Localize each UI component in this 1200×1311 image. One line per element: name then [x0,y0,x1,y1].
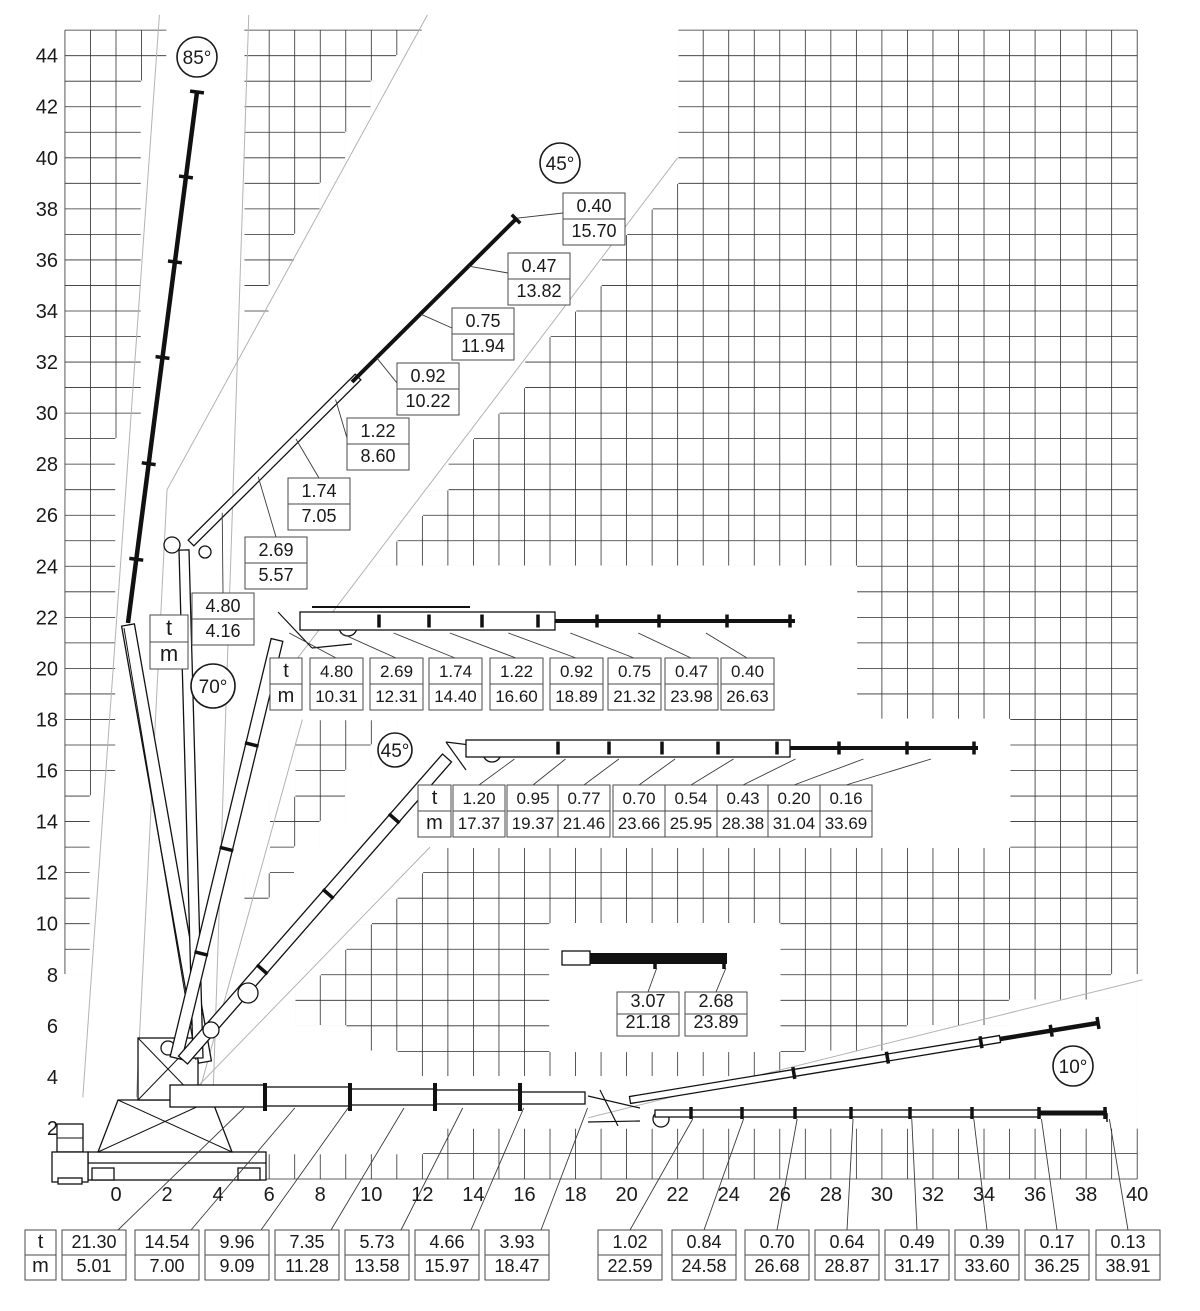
outreach-metres-value: 33.60 [964,1256,1010,1276]
y-axis-tick-label: 14 [35,811,58,834]
outreach-metres-value: 19.37 [511,814,555,833]
load-tonnes-value: 0.49 [899,1232,935,1252]
load-tonnes-value: 0.39 [969,1232,1005,1252]
load-tonnes-value: 0.77 [567,789,601,808]
outreach-metres-value: 33.69 [824,814,868,833]
outreach-metres-value: 18.89 [555,687,598,706]
x-axis-tick-label: 10 [360,1184,383,1206]
load-tonnes-value: 0.70 [759,1232,795,1252]
load-tonnes-value: 0.54 [674,789,708,808]
load-tonnes-value: 4.80 [319,662,354,681]
boom-section [466,740,790,757]
load-tonnes-value: 1.22 [360,421,396,441]
angle-badge-label: 10° [1058,1057,1088,1078]
y-axis-tick-label: 16 [35,760,58,783]
unit-m-label: m [426,812,443,834]
x-axis-tick-label: 28 [819,1184,842,1206]
outreach-metres-value: 13.58 [354,1256,400,1276]
boom-section [520,1092,585,1104]
knuckle-cylinder [203,1022,219,1038]
load-tonnes-value: 5.73 [359,1232,395,1252]
outreach-metres-value: 22.59 [607,1256,653,1276]
outreach-metres-value: 11.94 [461,336,505,356]
outreach-metres-value: 23.66 [617,814,661,833]
load-tonnes-value: 0.75 [617,662,652,681]
x-axis-tick-label: 18 [564,1184,587,1206]
x-axis-tick-label: 32 [921,1184,945,1206]
y-axis-tick-label: 38 [35,198,58,221]
outreach-metres-value: 36.25 [1034,1256,1080,1276]
outreach-metres-value: 26.68 [754,1256,800,1276]
x-axis-tick-label: 8 [314,1184,326,1206]
outreach-metres-value: 21.32 [613,687,656,706]
y-axis-tick-label: 4 [46,1066,58,1089]
y-axis-tick-label: 28 [35,454,58,477]
y-axis-tick-label: 6 [46,1015,58,1038]
unit-m-label: m [159,641,179,666]
load-tonnes-value: 1.02 [612,1232,648,1252]
boom-section [170,1085,265,1107]
load-tonnes-value: 21.30 [71,1232,117,1252]
y-axis-tick-label: 26 [35,505,58,528]
boom-section [92,1168,114,1180]
y-axis-tick-label: 2 [46,1117,58,1140]
unit-t-label: t [37,1231,44,1253]
load-tonnes-value: 14.54 [144,1232,190,1252]
load-tonnes-value: 9.96 [219,1232,255,1252]
outreach-metres-value: 24.58 [681,1256,727,1276]
load-tonnes-value: 0.75 [465,311,501,331]
angle-badge-label: 85° [182,48,212,69]
outreach-metres-value: 7.05 [301,506,337,526]
knuckle-cylinder [199,546,211,558]
x-axis-tick-label: 20 [615,1184,638,1206]
outreach-metres-value: 9.09 [219,1256,255,1276]
y-axis-tick-label: 24 [35,556,58,579]
load-tonnes-value: 3.07 [630,991,666,1011]
outreach-metres-value: 15.97 [424,1256,470,1276]
y-axis-tick-label: 12 [35,862,58,885]
boom-section [562,951,590,965]
boom-section [350,1089,435,1105]
unit-t-label: t [431,787,438,809]
x-axis-tick-label: 0 [110,1184,122,1206]
outreach-metres-value: 25.95 [669,814,713,833]
x-axis-tick-label: 12 [411,1184,434,1206]
outreach-metres-value: 28.38 [721,814,765,833]
x-axis-tick-label: 26 [768,1184,791,1206]
load-tonnes-value: 0.43 [726,789,760,808]
x-axis-tick-label: 36 [1023,1184,1047,1206]
outreach-metres-value: 10.31 [315,687,358,706]
boom-section [265,1087,350,1106]
y-axis-tick-label: 40 [35,147,58,170]
outreach-metres-value: 5.01 [76,1256,112,1276]
outreach-metres-value: 18.47 [494,1256,540,1276]
x-axis-tick-label: 30 [870,1184,894,1206]
outreach-metres-value: 8.60 [360,446,396,466]
outreach-metres-value: 28.87 [824,1256,870,1276]
outreach-metres-value: 5.57 [258,565,294,585]
y-axis-tick-label: 30 [35,403,58,426]
load-tonnes-value: 0.95 [516,789,550,808]
outreach-metres-value: 14.40 [434,687,477,706]
load-tonnes-value: 3.93 [499,1232,535,1252]
load-tonnes-value: 0.92 [559,662,594,681]
x-axis-tick-label: 2 [161,1184,173,1206]
outreach-metres-value: 4.16 [205,621,241,641]
load-tonnes-value: 2.69 [379,662,414,681]
y-axis-tick-label: 44 [35,45,58,68]
load-tonnes-value: 0.47 [521,256,557,276]
load-tonnes-value: 0.40 [730,662,765,681]
boom-section [435,1090,520,1104]
outreach-metres-value: 31.17 [894,1256,940,1276]
y-axis-tick-label: 32 [35,352,58,375]
x-axis-tick-label: 4 [212,1184,224,1206]
y-axis-tick-label: 34 [35,300,58,323]
x-axis-tick-label: 24 [717,1184,740,1206]
load-tonnes-value: 0.16 [829,789,863,808]
load-tonnes-value: 4.66 [429,1232,465,1252]
y-axis-tick-label: 8 [46,964,58,987]
outreach-metres-value: 31.04 [772,814,816,833]
outreach-metres-value: 21.46 [562,814,606,833]
outreach-metres-value: 21.18 [625,1012,671,1032]
x-axis-tick-label: 38 [1075,1184,1098,1206]
outreach-metres-value: 12.31 [375,687,418,706]
load-tonnes-value: 0.17 [1039,1232,1075,1252]
load-tonnes-value: 0.70 [622,789,656,808]
load-tonnes-value: 0.84 [686,1232,722,1252]
y-axis-tick-label: 20 [35,658,58,681]
outreach-metres-value: 23.89 [693,1012,739,1032]
y-axis-tick-label: 22 [35,607,58,630]
unit-m-label: m [32,1255,49,1277]
x-axis-tick-label: 22 [666,1184,689,1206]
load-tonnes-value: 0.20 [777,789,811,808]
outreach-metres-value: 10.22 [405,391,451,411]
y-axis-tick-label: 42 [35,96,58,119]
load-tonnes-value: 0.64 [829,1232,865,1252]
outreach-metres-value: 26.63 [726,687,769,706]
boom-section [655,1110,1040,1117]
angle-badge-label: 45° [380,741,410,762]
boom-section [58,1178,82,1184]
load-tonnes-value: 0.40 [576,196,612,216]
load-tonnes-value: 0.92 [410,366,446,386]
outreach-metres-value: 17.37 [457,814,501,833]
load-tonnes-value: 0.13 [1110,1232,1146,1252]
load-tonnes-value: 2.68 [698,991,734,1011]
outreach-metres-value: 15.70 [571,221,617,241]
load-tonnes-value: 1.74 [438,662,473,681]
outreach-metres-value: 7.00 [149,1256,185,1276]
outreach-metres-value: 13.82 [516,281,562,301]
knuckle-cylinder [238,983,258,1003]
y-axis-tick-label: 18 [35,709,58,732]
x-axis-tick-label: 34 [972,1184,996,1206]
load-tonnes-value: 1.20 [462,789,496,808]
unit-m-label: m [277,685,295,707]
outreach-metres-value: 16.60 [495,687,538,706]
load-tonnes-value: 1.74 [301,481,337,501]
angle-badge-label: 45° [545,154,575,175]
x-axis-tick-label: 16 [513,1184,536,1206]
load-tonnes-value: 1.22 [499,662,534,681]
angle-badge-label: 70° [198,677,228,698]
y-axis-tick-label: 36 [35,249,58,272]
x-axis-tick-label: 6 [263,1184,275,1206]
x-axis-tick-label: 40 [1126,1184,1149,1206]
outreach-metres-value: 23.98 [670,687,713,706]
boom-section [238,1168,260,1180]
load-tonnes-value: 7.35 [289,1232,325,1252]
outreach-metres-value: 38.91 [1105,1256,1151,1276]
load-tonnes-value: 0.47 [674,662,709,681]
knuckle-cylinder [164,537,180,553]
unit-t-label: t [283,660,289,682]
unit-t-label: t [165,615,173,640]
load-tonnes-value: 2.69 [258,540,294,560]
load-tonnes-value: 4.80 [205,596,241,616]
x-axis-tick-label: 14 [462,1184,485,1206]
outreach-metres-value: 11.28 [285,1256,329,1276]
y-axis-tick-label: 10 [35,913,58,936]
